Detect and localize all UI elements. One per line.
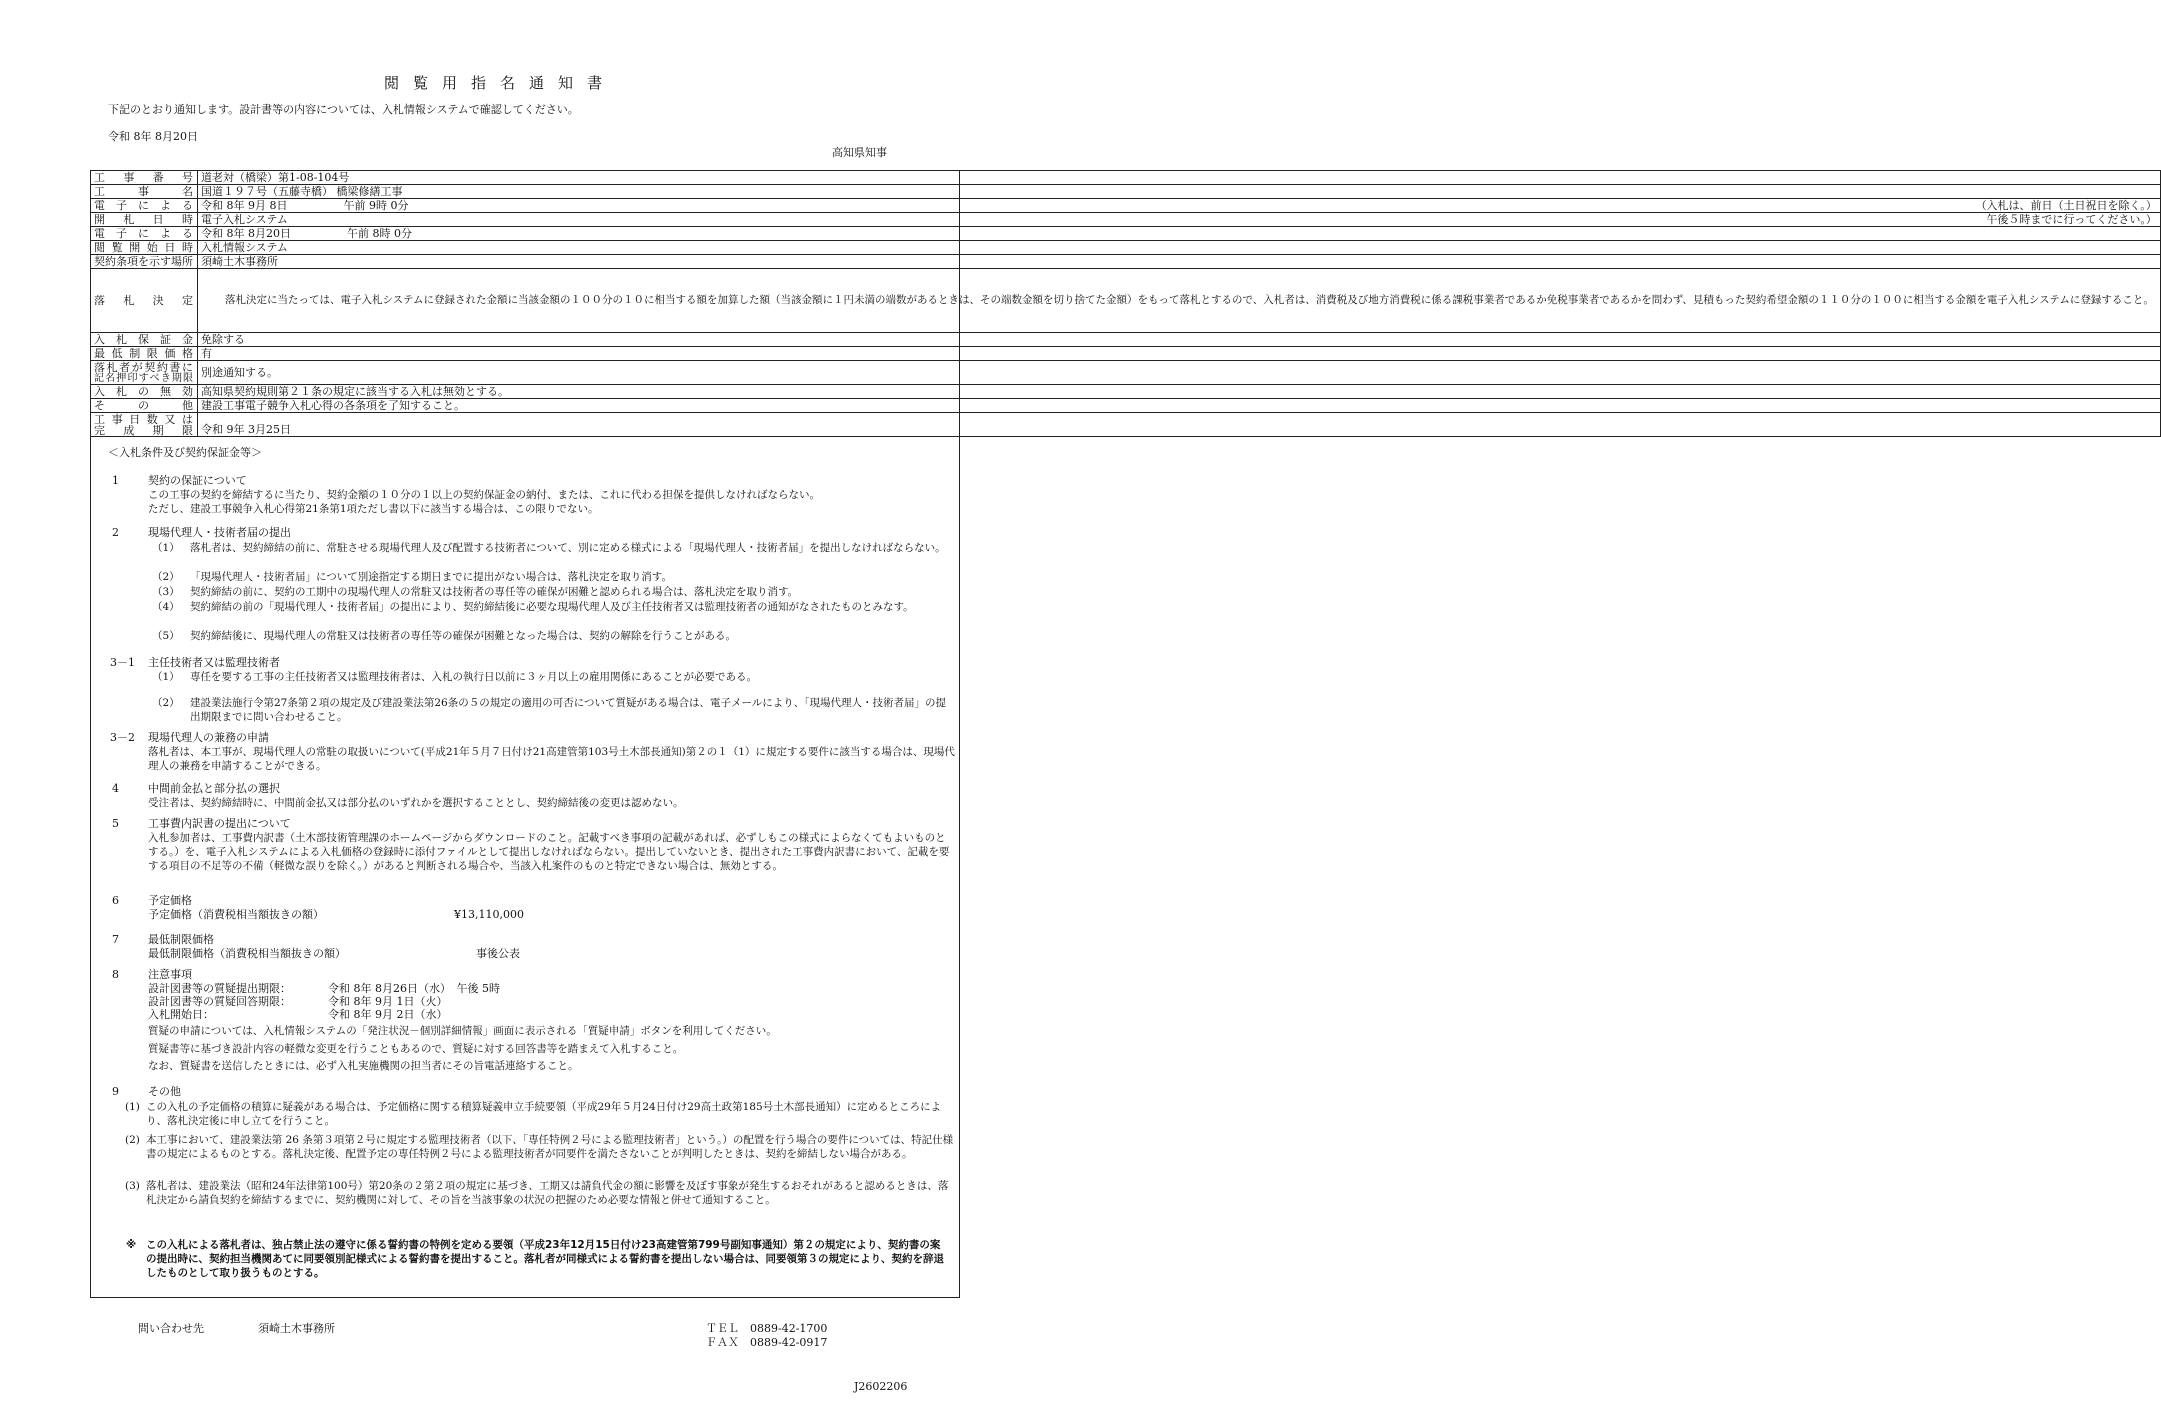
row-value: 免除する [198,333,2161,347]
row-value [198,213,2161,227]
fax-number: 0889-42-0917 [750,1336,828,1349]
award-decision-text: 落札決定に当たっては、電子入札システムに登録された金額に当該金額の１００分の１０に相当する額を加算した額（当該金額に１円未満の端数があるときは、その端数金額を切り捨てた金額）をもって落札とするので、入札者は、消費税及び地方消費税に係る課税事業者であるか免税事業者であるかを問わず、見積もった契約希望金額の１１０分の１００に相当する金額を電子入札システムに登録すること。 [198,269,2161,333]
item-text: 契約締結の前の「現場代理人・技術者届」の提出により、契約締結後に必要な現場代理人及び主任技術者又は監理技術者の通知がなされたものとみなす。 [190,601,914,613]
item-text: 専任を要する工事の主任技術者又は監理技術者は、入札の執行日以前に３ヶ月以上の雇用関係にあることが必要である。 [190,671,757,683]
planned-price-label: 予定価格（消費税相当額抜きの額） [148,908,324,921]
row-value [198,227,2161,241]
section-title: 主任技術者又は監理技術者 [148,656,280,669]
item-number: （1） [152,671,180,683]
document-code: J2602206 [854,1380,908,1393]
deadline-label: 設計図書等の質疑提出期限： [148,982,291,995]
table-row [91,399,2161,413]
item-number: (3) [125,1180,140,1192]
item-text: 建設業法施行令第27条第２項の規定及び建設業法第26条の５の規定の適用の可否について質疑がある場合は、電子メールにより、「現場代理人・技術者届」の提出期限までに問い合わせること。 [190,697,947,723]
row-label: 電子による [91,227,198,241]
row-label: その他 [91,399,198,413]
item-number: （4） [152,601,180,613]
bid-note: （入札は、前日（土日祝日を除く。） [1975,199,2157,212]
deadline-label: 入札開始日： [148,1008,214,1021]
row-value [198,199,2161,213]
row-value: 入札情報システム [198,241,2161,255]
table-row [91,227,2161,241]
row-value: 高知県契約規則第２１条の規定に該当する入札は無効とする。 [198,385,2161,399]
row-value: 令和 9年 3月25日 [198,413,2161,437]
row-label: 入札保証金 [91,333,198,347]
item-number: （5） [152,630,180,642]
document-title: 閲覧用指名通知書 [383,74,616,92]
bid-note-2: 午後５時までに行ってください。） [1986,213,2157,226]
row-label: 入札の無効 [91,385,198,399]
tel-label: ＴＥＬ [706,1322,739,1335]
row-label [91,361,198,385]
section-title: 注意事項 [148,968,192,981]
section-number: 1 [112,474,119,487]
table-row [91,385,2161,399]
table-row [91,241,2161,255]
item-text: 落札者は、契約締結の前に、常駐させる現場代理人及び配置する技術者について、別に定める様式による「現場代理人・技術者届」を提出しなければならない。 [190,542,946,554]
row-label-line: 完成期限 [94,423,193,437]
note-mark: ※ [126,1239,137,1251]
section-number: 6 [112,894,119,907]
conditions-heading: ＜入札条件及び契約保証金等＞ [108,446,262,459]
section-text: 入札参加者は、工事費内訳書（土木部技術管理課のホームページからダウンロードのこと。記載すべき事項の記載があれば、必ずしもこの様式によらなくてもよいものとする。）を、電子入札システムによる入札価格の登録時に添付ファイルとして提出しなければならない。提出していないとき、提出された工事費内訳書において、記載を要する項目の不足等の不備（軽微な誤りを除く。）があると判断される場合や、当該入札案件のものと特定できない場合は、無効とする。 [148,832,950,872]
table-row [91,361,2161,385]
pledge-note: この入札による落札者は、独占禁止法の遵守に係る誓約書の特例を定める要領（平成23年12月15日付け23高建管第799号副知事通知）第２の規定により、契約書の案の提出時に、契約担当機関あてに同要領別記様式による誓約書を提出すること。落札者が同様式による誓約書を提出しない場合は、同要領第３の規定により、契約を辞退したものとして取り扱うものとする。 [146,1239,944,1279]
contact-office: 須崎土木事務所 [258,1322,335,1335]
row-label-line: 落札者が契約書に [94,360,193,374]
item-number: (1) [125,1101,140,1113]
section-number: 5 [112,817,119,830]
section-title: 中間前金払と部分払の選択 [148,782,280,795]
item-text: 契約締結後に、現場代理人の常駐又は技術者の専任等の確保が困難となった場合は、契約の解除を行うことがある。 [190,630,736,642]
row-value: 別途通知する。 [198,361,2161,385]
planned-price-value: ¥13,110,000 [454,908,524,921]
section-title: 工事費内訳書の提出について [148,817,291,830]
table-row [91,255,2161,269]
table-row [91,413,2161,437]
min-price-label: 最低制限価格（消費税相当額抜きの額） [148,947,346,960]
item-text: この入札の予定価格の積算に疑義がある場合は、予定価格に関する積算疑義申立手続要領（平成29年５月24日付け29高土政第185号土木部長通知）に定めるところにより、落札決定後に申し立てを行うこと。 [146,1101,942,1127]
fax-label: ＦＡＸ [706,1336,739,1349]
tel-number: 0889-42-1700 [750,1322,828,1335]
section-text: この工事の契約を締結するに当たり、契約金額の１０分の１以上の契約保証金の納付、または、これに代わる担保を提供しなければならない。 [148,489,820,501]
contact-label: 問い合わせ先 [138,1322,204,1335]
section-title: 現場代理人・技術者届の提出 [148,526,291,539]
section-text: なお、質疑書を送信したときには、必ず入札実施機関の担当者にその旨電話連絡すること。 [148,1060,579,1072]
row-value: 須崎土木事務所 [198,255,2161,269]
info-table [90,170,2161,437]
table-row [91,185,2161,199]
row-label: 工事番号 [91,171,198,185]
section-text: 落札者は、本工事が、現場代理人の常駐の取扱いについて(平成21年５月７日付け21高建管第103号土木部長通知)第２の１（1）に規定する要件に該当する場合は、現場代理人の兼務を申請することができる。 [148,746,955,772]
table-row [91,269,2161,333]
section-number: 3－1 [110,656,135,669]
bid-date: 令和 8年 9月 8日 [201,199,288,212]
item-number: (2) [125,1134,140,1146]
deadline-value: 令和 8年 8月26日（水） 午後 5時 [328,982,500,995]
deadline-value: 令和 8年 9月 2日（水） [328,1008,448,1021]
row-label: 契約条項を示す場所 [91,255,198,269]
section-text: 質疑の申請については、入札情報システムの「発注状況－個別詳細情報」画面に表示される「質疑申請」ボタンを利用してください。 [148,1025,777,1037]
issue-date: 令和 8年 8月20日 [108,130,198,143]
row-label [91,413,198,437]
table-row [91,333,2161,347]
section-title: その他 [148,1085,181,1098]
section-number: 3－2 [110,731,135,744]
item-text: 契約締結の前に、契約の工期中の現場代理人の常駐又は技術者の専任等の確保が困難と認められる場合は、落札決定を取り消す。 [190,586,799,598]
table-row [91,347,2161,361]
view-time: 午前 8時 0分 [347,227,412,240]
row-label: 開札日時 [91,213,198,227]
table-row [91,171,2161,185]
section-number: 2 [112,526,119,539]
min-price-value: 事後公表 [476,947,520,960]
item-text: 落札者は、建設業法（昭和24年法律第100号）第20条の２第２項の規定に基づき、工期又は請負代金の額に影響を及ぼす事象が発生するおそれがあると認めるときは、落札決定から請負契約を締結するまでに、契約機関に対して、その旨を当該事象の状況の把握のため必要な情報と併せて通知すること。 [146,1180,949,1206]
item-number: （2） [152,571,180,583]
section-text: ただし、建設工事競争入札心得第21条第1項ただし書以下に該当する場合は、この限りでない。 [148,503,599,515]
section-title: 契約の保証について [148,474,247,487]
issuer-name: 高知県知事 [832,146,887,159]
section-title: 最低制限価格 [148,933,214,946]
row-value: 国道１９７号（五藤寺橋） 橋梁修繕工事 [198,185,2161,199]
view-date: 令和 8年 8月20日 [201,227,291,240]
section-title: 現場代理人の兼務の申請 [148,731,269,744]
section-number: 4 [112,782,119,795]
row-label: 工事名 [91,185,198,199]
section-number: 8 [112,968,119,981]
row-label-line: 工事日数又は [94,412,193,426]
section-title: 予定価格 [148,894,192,907]
row-value: 道老対（橋梁）第1-08-104号 [198,171,2161,185]
item-number: （1） [152,542,180,554]
intro-text: 下記のとおり通知します。設計書等の内容については、入札情報システムで確認してください。 [108,103,579,116]
section-text: 受注者は、契約締結時に、中間前金払又は部分払のいずれかを選択することとし、契約締結後の変更は認めない。 [148,797,684,809]
row-label: 閲覧開始日時 [91,241,198,255]
deadline-value: 令和 8年 9月 1日（火） [328,995,448,1008]
row-label: 電子による [91,199,198,213]
item-text: 本工事において、建設業法第 26 条第３項第２号に規定する監理技術者（以下、「専任特例２号による監理技術者」という。）の配置を行う場合の要件については、特記仕様書の規定によるものとする。落札決定後、配置予定の専任特例２号による監理技術者が同要件を満たさないことが判明したときは、契約を締結しない場合がある。 [146,1134,954,1160]
section-number: 9 [112,1085,119,1098]
item-number: （3） [152,586,180,598]
deadline-label: 設計図書等の質疑回答期限： [148,995,291,1008]
row-value: 有 [198,347,2161,361]
bid-system: 電子入札システム [201,213,288,226]
row-label-line: 記名押印すべき期限 [94,372,193,384]
table-row [91,199,2161,213]
table-row [91,213,2161,227]
row-value: 建設工事電子競争入札心得の各条項を了知すること。 [198,399,2161,413]
row-label: 落札決定 [91,269,198,333]
item-number: （2） [152,697,180,709]
row-label: 最低制限価格 [91,347,198,361]
bid-time: 午前 9時 0分 [343,199,409,212]
item-text: 「現場代理人・技術者届」について別途指定する期日までに提出がない場合は、落札決定を取り消す。 [190,571,672,583]
section-number: 7 [112,933,119,946]
section-text: 質疑書等に基づき設計内容の軽微な変更を行うこともあるので、質疑に対する回答書等を踏まえて入札すること。 [148,1043,684,1055]
